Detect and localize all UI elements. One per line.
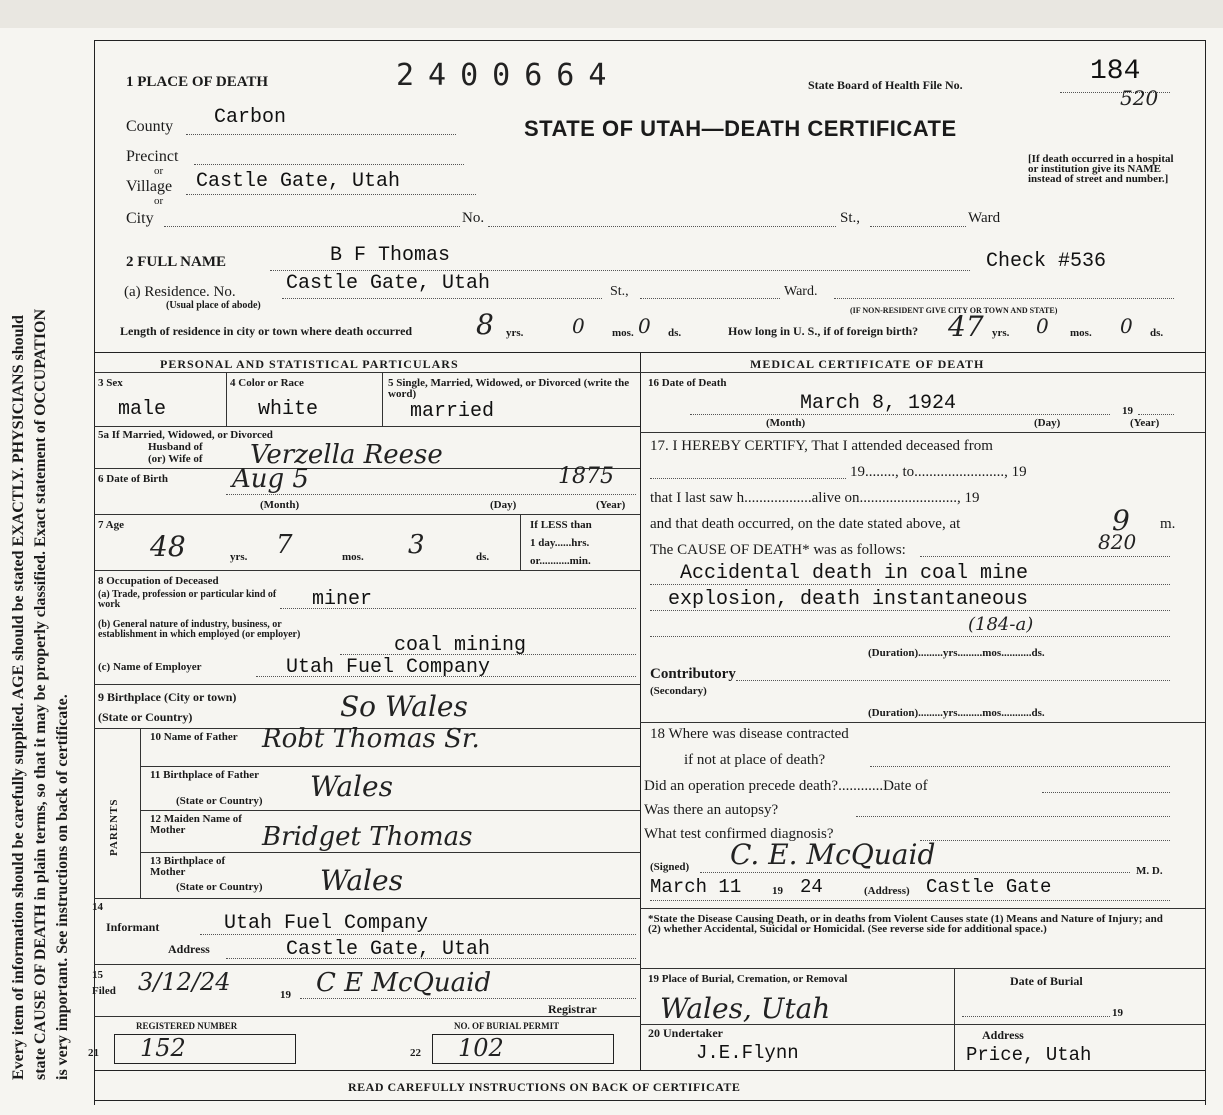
form-left-border	[94, 40, 95, 1105]
informant-value: Utah Fuel Company	[224, 912, 429, 935]
burial-place-value: Wales, Utah	[660, 992, 831, 1025]
burial-date-label: Date of Burial	[1010, 974, 1083, 988]
autopsy-line: Was there an autopsy?	[644, 802, 779, 818]
race-label: 4 Color or Race	[230, 377, 304, 389]
undertaker-value: J.E.Flynn	[696, 1042, 799, 1064]
scan-top-edge	[0, 0, 1223, 28]
sidebar-line-3: is very important. See instructions on back of certificate.	[54, 694, 71, 1080]
cause-line-1: Accidental death in coal mine	[680, 562, 1029, 585]
signed-year: 24	[800, 876, 823, 898]
physician-address: Castle Gate	[926, 876, 1052, 898]
operation-line: Did an operation precede death?............Date of	[644, 778, 928, 794]
birthplace-label: 9 Birthplace (City or town)	[98, 690, 237, 704]
ward-label: Ward	[968, 210, 1001, 226]
contributory-label: Contributory	[650, 666, 736, 682]
dob-label: 6 Date of Birth	[98, 473, 168, 485]
full-name-label: 2 FULL NAME	[126, 254, 227, 270]
death-time: 9	[1112, 504, 1130, 537]
marital-value: married	[410, 400, 495, 423]
certify-statement: 17. I HEREBY CERTIFY, That I attended deceased from	[650, 438, 993, 454]
spouse-label: 5a If Married, Widowed, or Divorced	[98, 429, 273, 441]
form-top-border	[94, 40, 1205, 41]
precinct-label: Precinct	[126, 148, 179, 165]
sidebar-line-2: state CAUSE OF DEATH in plain terms, so that it may be properly classified. Exact statement of OCCUPATION	[32, 308, 49, 1080]
cause-label: The CAUSE OF DEATH* was as follows:	[650, 542, 906, 558]
sex-label: 3 Sex	[98, 377, 123, 389]
us-ds: 0	[1120, 314, 1133, 338]
mother-birthplace-value: Wales	[320, 864, 403, 897]
undertaker-address-value: Price, Utah	[966, 1044, 1092, 1066]
hospital-note: [If death occurred in a hospital or institution give its NAME instead of street and number.]	[1028, 153, 1174, 185]
contracted-label: 18 Where was disease contracted	[650, 726, 849, 742]
occupation-label: 8 Occupation of Deceased	[98, 575, 219, 587]
village-label: Village	[126, 178, 173, 195]
informant-address-label: Address	[168, 942, 210, 956]
occupation-industry: coal mining	[394, 634, 527, 657]
father-value: Robt Thomas Sr.	[262, 724, 480, 754]
instructions-sidebar	[0, 30, 92, 1110]
test-line: What test confirmed diagnosis?	[644, 826, 834, 842]
us-yrs: 47	[948, 310, 984, 343]
employer-value: Utah Fuel Company	[286, 656, 491, 679]
county-label: County	[126, 118, 174, 135]
place-of-death-label: 1 PLACE OF DEATH	[126, 74, 269, 90]
age-ds: 3	[408, 530, 425, 560]
sidebar-line-1: Every item of information should be carefully supplied. AGE should be stated EXACTLY. PHYSICIANS should	[10, 315, 27, 1080]
length-ds: 0	[638, 314, 651, 338]
cause-mark: 820	[1098, 530, 1137, 554]
village-value: Castle Gate, Utah	[196, 170, 401, 193]
death-occurred-line: and that death occurred, on the date stated above, at	[650, 516, 961, 532]
informant-label: Informant	[106, 920, 160, 934]
cause-code: (184-a)	[968, 614, 1034, 635]
father-birthplace-label: 11 Birthplace of Father	[150, 769, 260, 781]
burial-place-label: 19 Place of Burial, Cremation, or Removal	[648, 973, 848, 985]
physician-signature: C. E. McQuaid	[730, 838, 936, 871]
full-name-value: B F Thomas	[330, 244, 451, 267]
certificate-title: STATE OF UTAH—DEATH CERTIFICATE	[524, 116, 957, 141]
st-label: St.,	[840, 210, 861, 226]
cause-line-2: explosion, death instantaneous	[668, 588, 1029, 611]
registered-number-label: REGISTERED NUMBER	[136, 1021, 238, 1031]
date-of-death-label: 16 Date of Death	[648, 377, 727, 389]
marital-label: 5 Single, Married, Widowed, or Divorced (write the word)	[388, 377, 630, 400]
age-label: 7 Age	[98, 519, 124, 531]
residence-value: Castle Gate, Utah	[286, 272, 491, 295]
medical-header: MEDICAL CERTIFICATE OF DEATH	[750, 357, 985, 371]
age-mos: 7	[276, 530, 293, 560]
undertaker-address-label: Address	[982, 1028, 1024, 1042]
personal-header: PERSONAL AND STATISTICAL PARTICULARS	[160, 357, 459, 371]
file-no: 184	[1090, 56, 1141, 87]
last-saw-line: that I last saw h..................alive on.........................., 19	[650, 490, 980, 506]
us-length-label: How long in U. S., if of foreign birth?	[728, 324, 919, 338]
form-right-border	[1205, 40, 1206, 1105]
length-yrs: 8	[476, 308, 494, 341]
check-number: Check #536	[986, 250, 1107, 273]
race-value: white	[258, 398, 319, 421]
mother-birthplace-label: 13 Birthplace of Mother	[150, 855, 226, 878]
burial-permit-label: NO. OF BURIAL PERMIT	[454, 1021, 560, 1031]
signed-date: March 11	[650, 876, 742, 898]
burial-permit-number: 102	[458, 1034, 504, 1062]
dob-month-day: Aug 5	[232, 464, 309, 494]
filed-label: Filed	[92, 985, 116, 997]
father-label: 10 Name of Father	[150, 731, 238, 743]
date-of-death-value: March 8, 1924	[800, 392, 957, 415]
mother-label: 12 Maiden Name of Mother	[150, 813, 242, 836]
county-value: Carbon	[214, 106, 287, 129]
cause-footnote: *State the Disease Causing Death, or in deaths from Violent Causes state (1) Means and Nature of Injury; and (2) whether Accidental, Suicidal or Homicidal. (See reverse side for additional space.)	[648, 913, 1163, 935]
parents-label: PARENTS	[108, 798, 120, 856]
nonresident-note: (IF NON-RESIDENT GIVE CITY OR TOWN AND STATE)	[850, 306, 1058, 315]
age-yrs: 48	[150, 530, 186, 563]
birthplace-value: So Wales	[340, 690, 468, 723]
us-mos: 0	[1036, 314, 1049, 338]
residence-label: (a) Residence. No.	[124, 284, 236, 300]
residence-sublabel: (Usual place of abode)	[166, 300, 261, 311]
registered-number: 152	[140, 1034, 186, 1062]
footer-instructions: READ CAREFULLY INSTRUCTIONS ON BACK OF CERTIFICATE	[348, 1080, 741, 1094]
length-mos: 0	[572, 314, 585, 338]
spouse-value: Verzella Reese	[250, 440, 443, 470]
no-label: No.	[462, 210, 485, 226]
registrar-label: Registrar	[548, 1002, 597, 1016]
undertaker-label: 20 Undertaker	[648, 1026, 723, 1040]
column-divider	[640, 352, 641, 1070]
mother-value: Bridget Thomas	[262, 822, 473, 852]
sex-value: male	[118, 398, 167, 421]
filed-date: 3/12/24	[138, 968, 231, 996]
length-residence-label: Length of residence in city or town where death occurred	[120, 324, 413, 338]
dob-year: 1875	[558, 464, 614, 489]
file-no-label: State Board of Health File No.	[808, 78, 963, 92]
certificate-number-stamp: 2400664	[396, 58, 621, 93]
father-birthplace-value: Wales	[310, 770, 393, 803]
informant-address-value: Castle Gate, Utah	[286, 938, 491, 961]
city-label: City	[126, 210, 154, 227]
occupation-trade: miner	[312, 588, 373, 611]
file-no-alt: 520	[1120, 86, 1159, 110]
registrar-signature: C E McQuaid	[316, 968, 492, 998]
